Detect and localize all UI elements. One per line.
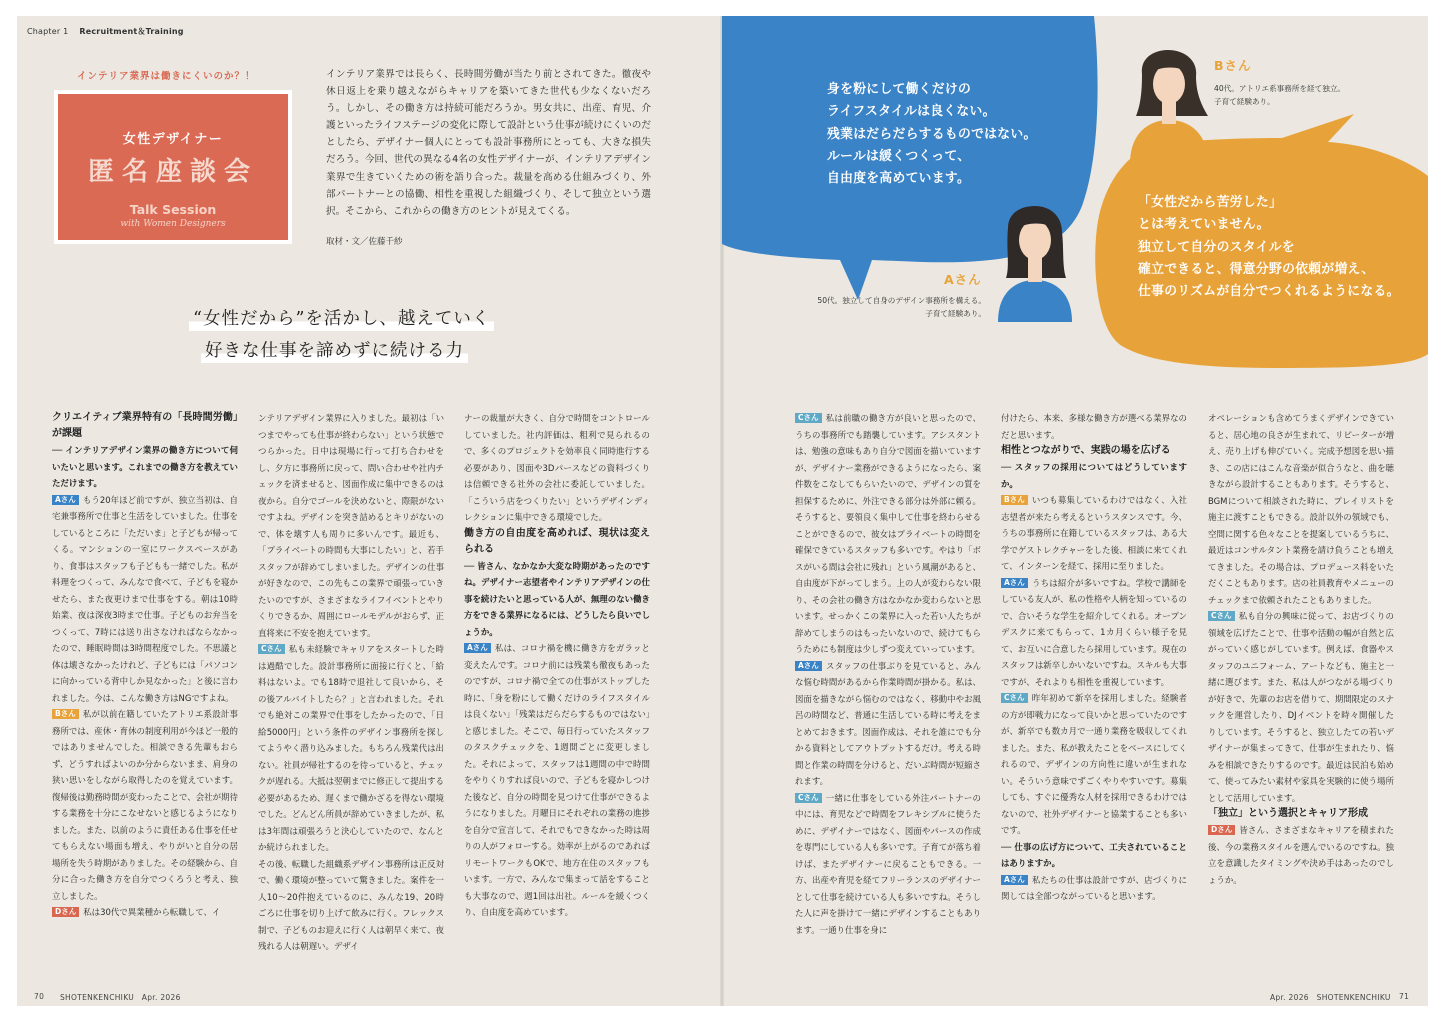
blue-bubble-quote: 身を粉にして働くだけの ライフスタイルは良くない。 残業はだらだらするものではない。 ルールは緩くつくって、 自由度を高めています。 bbox=[827, 82, 1037, 187]
title-box-inner bbox=[58, 94, 288, 240]
body-paragraph: 付けたら、本来、多様な働き方が選べる業界なのだと思います。 bbox=[1001, 413, 1187, 440]
body-column-3 bbox=[464, 410, 650, 958]
answer-paragraph: Cさん 私も自分の興味に従って、お店づくりの領域を広げたことで、仕事や活動の幅が自然と広がっていく感じがしています。例えば、食器やスタッフのユニフォーム、アートなども、施主と一緒に選びます。また、私は人がつながる場づくりが好きで、先輩のお店を借りて、期間限定のスナックを運営したり、DJイベントを時々開催したりしています。そうすると、独立したての若いデザイナーが集まってきて、仕事が生まれたり、悩みを相談できたりするのです。最近は民泊も始めて、使ってみたい素材や家具を実験的に使う場所として活用しています。 bbox=[1208, 611, 1394, 803]
answer-paragraph: Aさん うちは紹介が多いですね。学校で講師をしている友人が、私の性格や人柄を知っているので、合いそうな学生を紹介してくれる。オープンデスクに来てもらって、1カ月くらい様子を見て、お互いに合意したら採用しています。現在のスタッフは新卒しかいないですね。スキルも大事ですが、それよりも相性を重視しています。 bbox=[1001, 577, 1187, 687]
answer-paragraph: Cさん 昨年初めて新卒を採用しました。経験者の方が即戦力になって良いかと思っていたのですが、新卒でも数カ月で一通り業務を吸収してくれました。また、私が教えたことをベースにしてくれるので、デザインの方向性に違いが生まれない。そういう意味でずごくやりやすいです。募集しても、すぐに優秀な人材を採用できるわけではないので、社外デザイナーと協業することも多いです。 bbox=[1001, 693, 1187, 835]
body-column-5 bbox=[1001, 410, 1187, 958]
magazine-spread bbox=[17, 16, 1428, 1006]
body-paragraph: ンテリアデザイン業界に入りました。最初は「いつまでやっても仕事が終わらない」という状態でつらかった。日中は現場に行って打ち合わせをし、夕方に事務所に戻って、問い合わせや社内チェックを済ませると、図面作成に集中できるのは夜から。自分でゴールを決めないと、際限がないですよね。デザインを突き詰めるとキリがないので、体を壊す人も周りに多いんです。最近も、「プライベートの時間も大事にしたい」と、若手スタッフが辞めてしまいました。デザインの仕事が好きなので、この先もこの業界で頑張っていきたいのですが、さまざまなライフイベントとやりくりできるか、周囲にロールモデルがおらず、正直将来に不安を抱えています。 bbox=[258, 413, 444, 638]
speaker-tag-a: Aさん bbox=[1001, 875, 1028, 885]
title-english-sub: with Women Designers bbox=[120, 219, 226, 229]
title-english: Talk Session bbox=[129, 202, 217, 217]
person-a-description: 50代。独立して自身のデザイン事務所を構える。 子育て経験あり。 bbox=[817, 296, 986, 318]
right-page bbox=[722, 16, 1428, 1006]
speaker-tag-d: Dさん bbox=[1208, 825, 1235, 835]
headline-line-1: “女性だから”を活かし、越えていく bbox=[189, 304, 494, 331]
body-column-4 bbox=[795, 410, 981, 958]
interview-question: ── スタッフの採用についてはどうしていますか。 bbox=[1001, 462, 1187, 489]
person-b-description: 40代。アトリエ系事務所を経て独立。 子育て経験あり。 bbox=[1214, 84, 1346, 106]
speaker-tag-c: Cさん bbox=[258, 644, 285, 654]
answer-paragraph: Cさん 私も未経験でキャリアをスタートした時は過酷でした。設計事務所に面接に行くと、「給料はないよ。でも18時で退社して良いから、その後アルバイトしたら？」と言われました。それでも絶対この業界で仕事をしたかったので、「日給5000円」という条件のデザイン事務所を探してようやく潜り込みました。もちろん残業代は出ない。社員が帰社するのを待っていると、チェックが遅れる。大抵は翌朝までに修正して提出する必要があるため、遅くまで働かざるを得ない環境でした。どんどん所員が辞めていきましたが、私は3年間は頑張ろうと決心していたので、なんとか続けられました。 bbox=[258, 644, 444, 852]
person-b-face bbox=[1153, 64, 1185, 104]
answer-paragraph: Aさん もう20年ほど前ですが、独立当初は、自宅兼事務所で仕事と生活をしていました。仕事をしているところに「ただいま」と子どもが帰ってくる。マンションの一室にワークスペースがあり、食事はスタッフも子どもも一緒でした。私が料理をつくって、みんなで食べて、子どもを寝かせたら、また夜更けまで仕事をする。朝は10時始業、夜は深夜3時まで仕事。子どものお弁当をつくって、7時には送り出さなければならなかったので、睡眠時間は3時間程度でした。不思議と体は壊さなかったけれど、子どもには「パソコンに向かっている背中しか見なかった」と後に言われました。今は、こんな働き方はNGですよね。 bbox=[52, 494, 238, 703]
section-heading: クリエイティブ業界特有の「長時間労働」が課題 bbox=[52, 412, 238, 439]
page-number-right: 71 bbox=[1399, 992, 1410, 1001]
title-kicker: インテリア業界は働きにくいのか？！ bbox=[77, 71, 256, 82]
body-column-2 bbox=[258, 410, 444, 958]
person-a-label: Aさん bbox=[944, 272, 982, 287]
interview-question: ── インテリアデザイン業界の働き方について伺いたいと思います。これまでの働き方を教えていただけます。 bbox=[52, 445, 238, 488]
answer-paragraph: Aさん 私たちの仕事は設計ですが、店づくりに関しては全部つながっていると思います。 bbox=[1001, 874, 1187, 901]
title-box bbox=[54, 90, 292, 244]
speaker-tag-d: Dさん bbox=[52, 907, 79, 917]
speaker-tag-a: Aさん bbox=[1001, 578, 1028, 588]
speaker-tag-a: Aさん bbox=[795, 661, 822, 671]
magazine-name-right: Apr. 2026 SHOTENKENCHIKU bbox=[1270, 993, 1391, 1002]
speaker-tag-c: Cさん bbox=[1208, 611, 1235, 621]
speaker-tag-c: Cさん bbox=[795, 793, 822, 803]
speaker-tag-a: Aさん bbox=[52, 495, 79, 505]
answer-paragraph: Cさん 一緒に仕事をしている外注パートナーの中には、育児などで時間をフレキシブルに使うために、デザイナーではなく、図面やパースの作成を専門にしている人も多いです。子育てが落ち着けば、またデザイナーに戻ることもできる。一方、出産や育児を経てフリーランスのデザイナーとして仕事を続けている人も多いですね。そうした人に声を掛けて一緒にデザインすることもあります。一通り仕事を身に bbox=[795, 792, 981, 935]
person-b-body bbox=[1130, 120, 1208, 164]
title-main: 匿名座談会 bbox=[87, 157, 258, 187]
left-page bbox=[17, 16, 722, 1006]
answer-paragraph: Dさん 私は30代で異業種から転職して、イ bbox=[52, 904, 238, 921]
orange-bubble-quote: 「女性だから苦労した」 とは考えていません。 独立して自分のスタイルを 確立できると、得意分野の依頼が増え、 仕事のリズムが自分でつくれるようになる。 bbox=[1138, 195, 1400, 300]
body-column-1 bbox=[52, 410, 238, 958]
person-b-label: Bさん bbox=[1214, 58, 1252, 73]
speaker-tag-a: Aさん bbox=[464, 643, 491, 653]
body-paragraph: ナーの裁量が大きく、自分で時間をコントロールしていました。社内評価は、粗利で見られるので、多くのプロジェクトを効率良く同時進行する必要があり、図面や3Dパースなどの資料づくりは信頼できる社外の会社に委託していました。「こういう店をつくりたい」というデザインディレクションに集中できる環境でした。 bbox=[464, 413, 650, 522]
person-a-body bbox=[998, 280, 1072, 322]
headline-line-2: 好きな仕事を諦めずに続ける力 bbox=[201, 336, 468, 363]
answer-paragraph: Bさん 私が以前在籍していたアトリエ系設計事務所では、産休・育休の制度利用が今ほど一般的ではありませんでした。相談できる先輩もおらず、どうすればよいのか分からないまま、肩身の狭い思いをしながら取得したのを覚えています。復帰後は勤務時間が変わったことで、会社が期待する業務を十分にこなせないと感じるようになりました。また、以前のように責任ある仕事を任せてもらえない場面も増え、やりがいと自分の居場所を失う時期がありました。その経験から、自分に合った働き方を自分でつくろうと考え、独立しました。 bbox=[52, 709, 238, 901]
person-b-illustration bbox=[1130, 50, 1208, 164]
section-heading: 相性とつながりで、実践の場を広げる bbox=[1001, 445, 1171, 456]
speaker-tag-c: Cさん bbox=[795, 413, 822, 423]
speaker-tag-b: Bさん bbox=[52, 709, 79, 719]
body-paragraph: その後、転職した組織系デザイン事務所は正反対で、働く環境が整っていて驚きました。案件を一人10〜20件抱えているのに、みんな19、20時ごろに仕事を切り上げて飲みに行く。フレックス制で、子どものお迎えに行く人は朝早く来て、夜残れる人は朝遅い。デザイ bbox=[258, 858, 444, 951]
speaker-tag-c: Cさん bbox=[1001, 693, 1028, 703]
lead-paragraph: インテリア業界では長らく、長時間労働が当たり前とされてきた。徹夜や休日返上を乗り越えながらキャリアを築いてきた世代も少なくないだろう。しかし、その働き方は持続可能だろうか。男女共に、出産、育児、介護といったライフステージの変化に際して設計という仕事が続けにくいのだとしたら、デザイナー個人にとっても設計事務所にとっても、大きな損失だろう。今回、世代の異なる4名の女性デザイナーが、インテリアデザイン業界で生きていくための術を語り合った。裁量を高める仕組みづくり、外部パートナーとの協働、相性を重視した組織づくり、そして独立という選択。そこから、これからの働き方のヒントが見えてくる。 bbox=[326, 69, 651, 217]
answer-paragraph: Aさん 私は、コロナ禍を機に働き方をガラッと変えたんです。コロナ前には残業も徹夜もあったのですが、コロナ禍で全ての仕事がストップした時に、「身を粉にして働くだけのライフスタイルは良くない」「残業はだらだらするものではない」と感じました。そこで、毎日行っていたスタッフのタスクチェックを、1週間ごとに変更しました。それによって、スタッフは1週間の中で時間をやりくりすれば良いので、子どもを寝かしつけた後など、自分の時間を見つけて仕事ができるようになりました。月曜日にそれぞれの業務の進捗を自分で宣言して、それでもできなかった時は周りの人がフォローする。効率が上がるのであればリモートワークもOKで、地方在住のスタッフもいます。一方で、みんなで集まって話をすることも大事なので、週1回は出社。ルールを緩くつくり、自由度を高めています。 bbox=[464, 643, 650, 917]
chapter-title: Recruitment＆Training bbox=[79, 27, 184, 36]
answer-paragraph: Dさん 皆さん、さまざまなキャリアを積まれた後、今の業務スタイルを選んでいるのですね。独立を意識したタイミングや決め手はあったのでしょうか。 bbox=[1208, 825, 1394, 885]
answer-paragraph: Cさん 私は前職の働き方が良いと思ったので、うちの事務所でも踏襲しています。アシスタントは、勉強の意味もあり自分で図面を描いていますが、デザイナー業務ができるようになったら、案件数をこなしてもらいたいので、デザインの質を担保するために、外注できる部分は外部に頼る。そうすると、要領良く集中して仕事を終わらせることができるので、彼女はプライベートの時間を確保できているスタッフも多いです。やはり「ボスがいる間は会社に残れ」という風潮があると、自由度が下がってしまう。上の人が変わらない限り、その会社の働き方はなかなか変わらないと思います。せっかくこの業界に入った若い人たちが辞めてしまうのはもったいないので、続けてもらうためにも制度は少しずつ変えていっています。 bbox=[795, 413, 981, 654]
body-paragraph: オペレーションも含めてうまくデザインできていると、居心地の良さが生まれて、リピーターが増え、売り上げも伸びていく。完成予想図を思い描き、この店にはこんな音楽が似合うなと、曲を聴きながら設計することもあります。そうすると、BGMについて相談された時に、プレイリストを施主に渡すこともできる。設計以外の領域でも、空間に関する色々なことを提案しているうちに、最近はコンサルタント業務を請け負うことも増えてきました。その場合は、プロデュース料をいただくこともあります。店の社員教育やメニューのチェックまで依頼されたこともありました。 bbox=[1208, 413, 1394, 605]
credit-line: 取材・文／佐藤千紗 bbox=[326, 237, 403, 247]
interview-question: ── 仕事の広げ方について、工夫されていることはありますか。 bbox=[1001, 841, 1187, 868]
title-line-1: 女性デザイナー bbox=[122, 132, 224, 147]
body-column-6 bbox=[1208, 410, 1394, 958]
person-a-face bbox=[1019, 220, 1051, 260]
page-number-left: 70 bbox=[34, 992, 45, 1001]
section-heading: 働き方の自由度を高めれば、現状は変えられる bbox=[464, 527, 650, 555]
chapter-label bbox=[27, 26, 184, 37]
speaker-tag-b: Bさん bbox=[1001, 495, 1028, 505]
article-headline bbox=[189, 304, 529, 368]
interview-question: ── 皆さん、なかなか大変な時期があったのですね。デザイナー志望者やインテリアデザインの仕事を続けたいと思っている人が、無理のない働き方をできる業界になるには、どうしたら良いでしょうか。 bbox=[464, 560, 650, 637]
answer-paragraph: Aさん スタッフの仕事ぶりを見ていると、みんな悩む時間があるから作業時間が掛かる。私は、図面を描きながら悩むのではなく、移動中やお風呂の時間など、普通に生活している時に考えをまとめておきます。図面作成は、それを誰にでも分かる資料としてアウトプットするだけ。考える時間と作業の時間を分けると、だいぶ時間が短縮されます。 bbox=[795, 660, 981, 786]
chapter-number: Chapter 1 bbox=[27, 27, 69, 36]
magazine-name-left: SHOTENKENCHIKU Apr. 2026 bbox=[60, 993, 181, 1002]
answer-paragraph: Bさん いつも募集しているわけではなく、入社志望者が来たら考えるというスタンスです。今、うちの事務所に在籍しているスタッフは、ある大学でゲストレクチャーをした後、相談に来てくれて、インターンを経て、採用に至りました。 bbox=[1001, 495, 1187, 571]
section-heading: 「独立」という選択とキャリア形成 bbox=[1208, 808, 1368, 819]
